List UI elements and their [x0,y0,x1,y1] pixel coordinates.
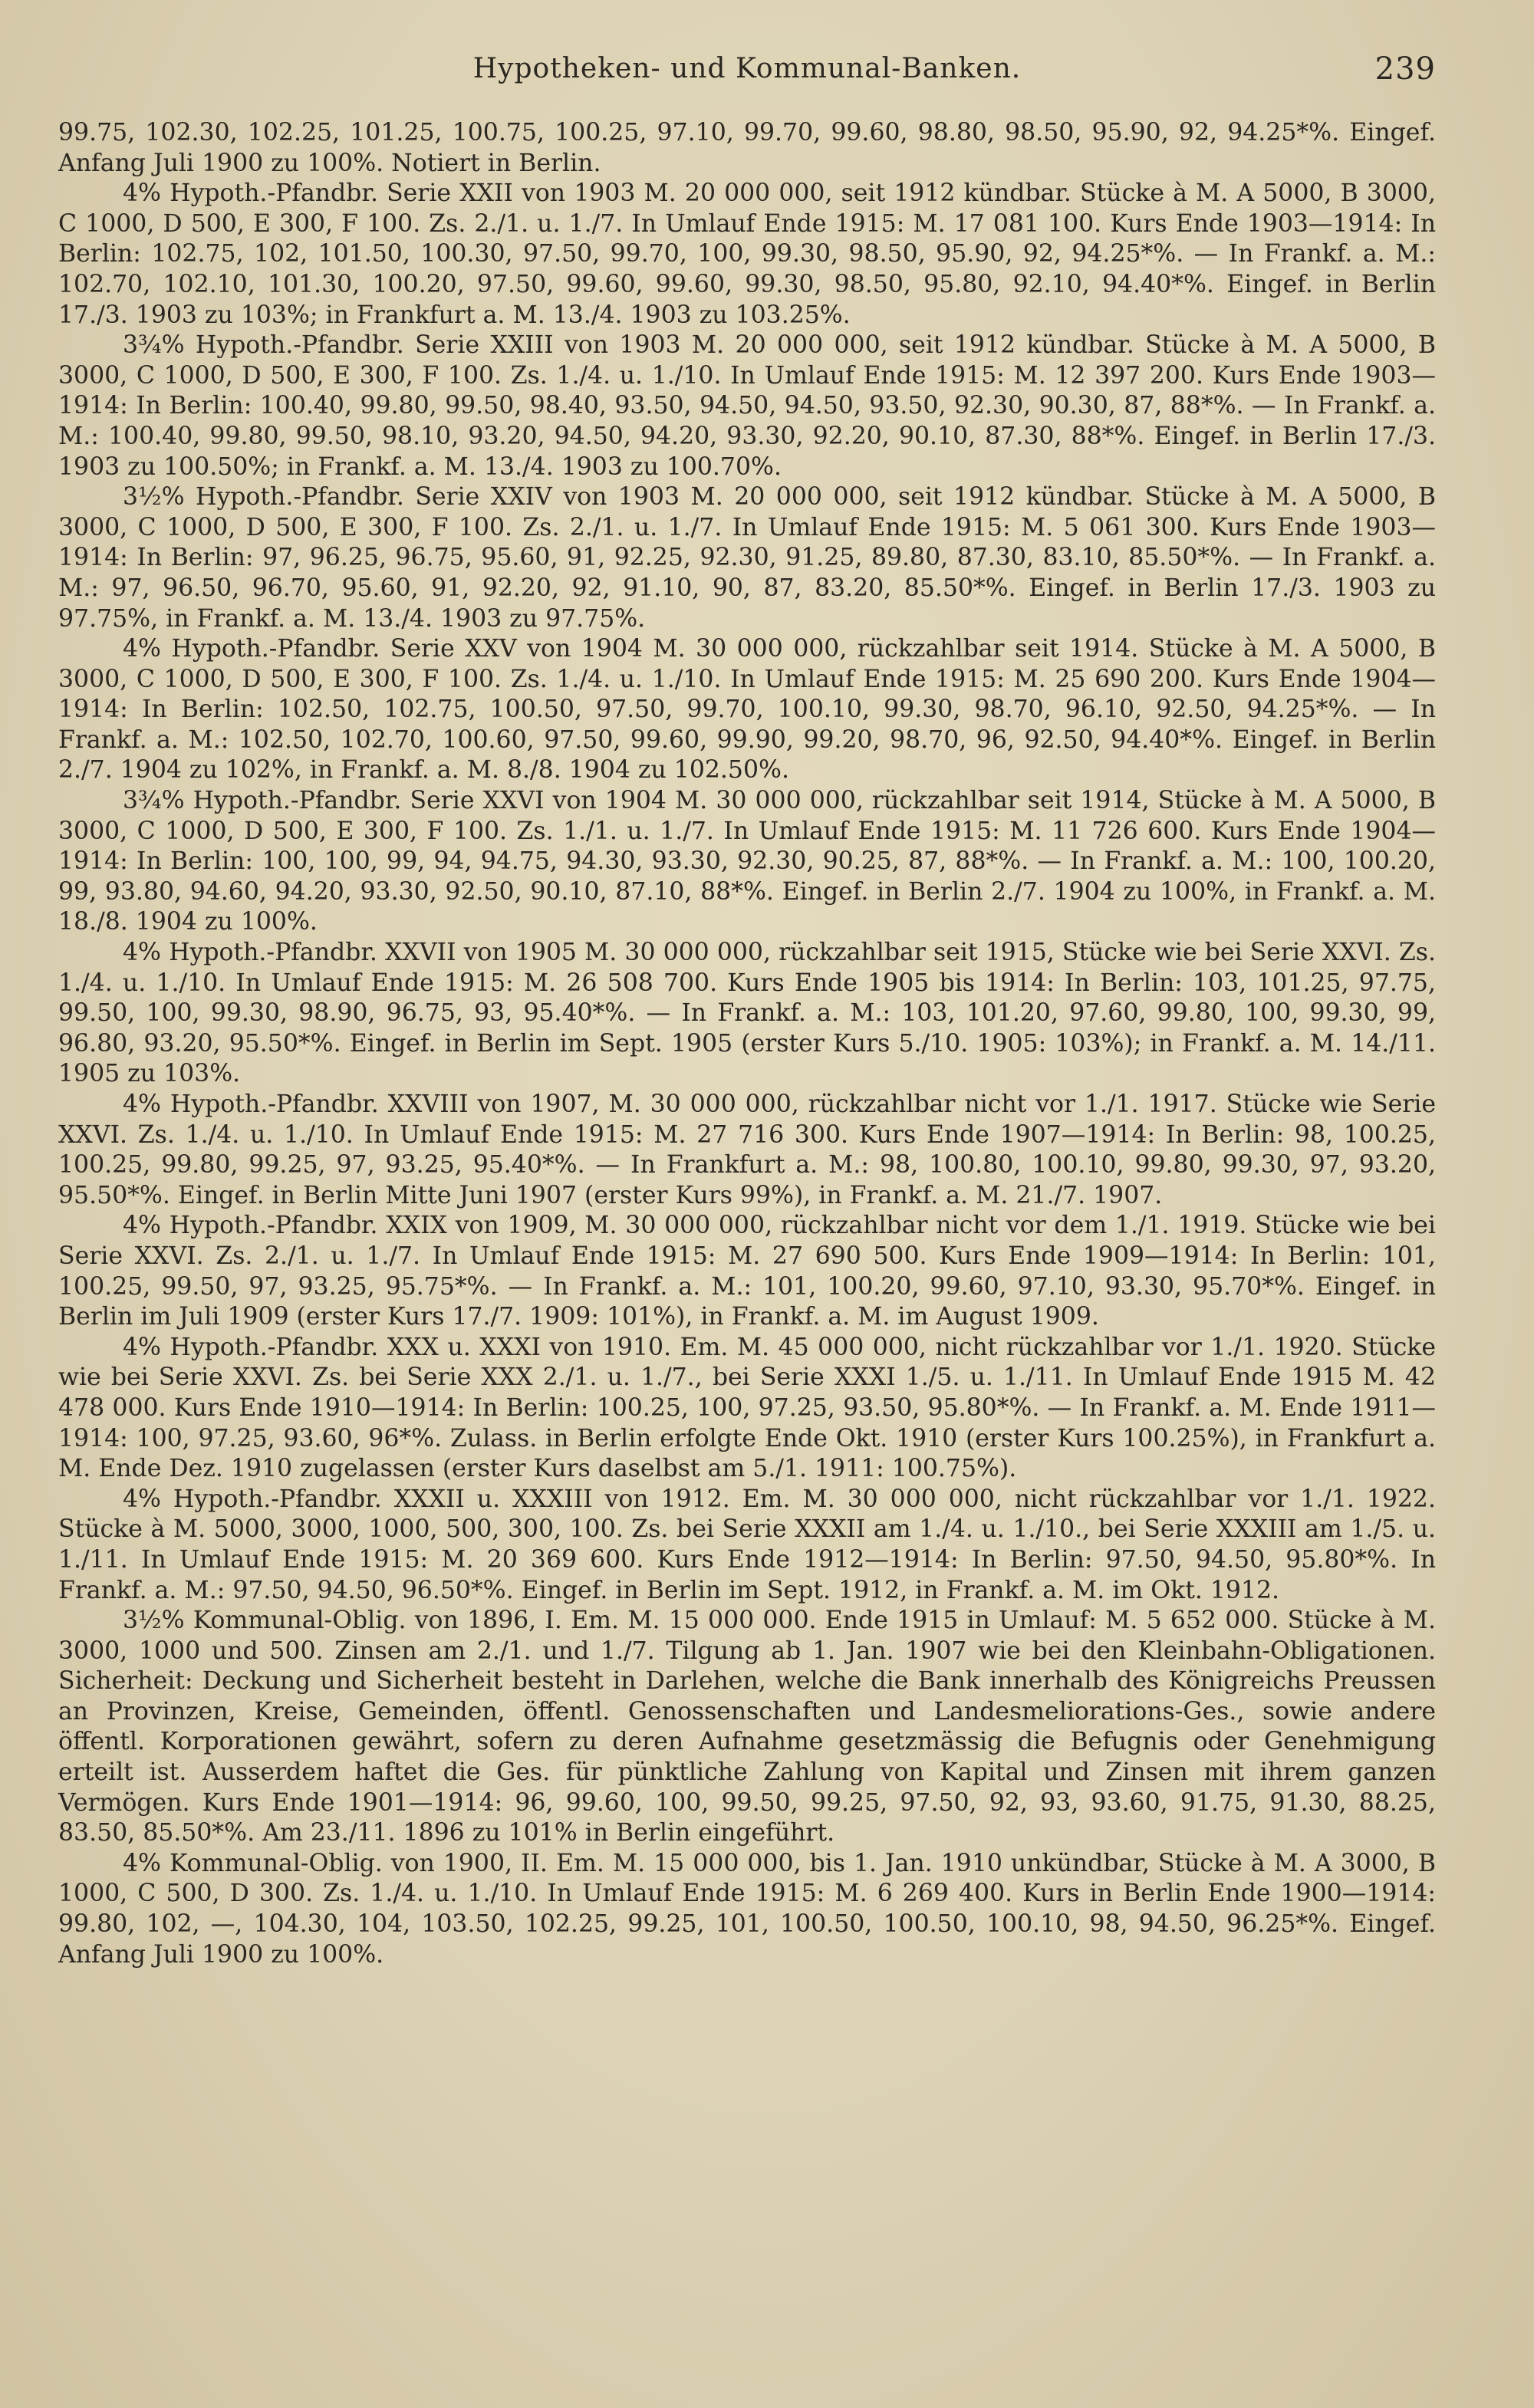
running-header [58,46,1436,92]
bond-entry-paragraph: 4% Hypoth.-Pfandbr. Serie XXII von 1903 M. 20 000 000, seit 1912 kündbar. Stücke à M. A 5000, B 3000, C 1000, D 500, E 300, F 100. Zs. 2./1. u. 1./7. In Umlauf Ende 1915: M. 17 081 100. Kurs Ende 1903—1914: In Berlin: 102.75, 102, 101.50, 100.30, 97.50, 99.70, 100, 99.30, 98.50, 95.90, 92, 94.25*%. — In Frankf. a. M.: 102.70, 102.10, 101.30, 100.20, 97.50, 99.60, 99.60, 99.30, 98.50, 95.80, 92.10, 94.40*%. Eingef. in Berlin 17./3. 1903 zu 103%; in Frankfurt a. M. 13./4. 1903 zu 103.25%. [58,179,1436,329]
bond-entry-paragraph: 3¾% Hypoth.-Pfandbr. Serie XXVI von 1904 M. 30 000 000, rückzahlbar seit 1914, Stücke à M. A 5000, B 3000, C 1000, D 500, E 300, F 100. Zs. 1./1. u. 1./7. In Umlauf Ende 1915: M. 11 726 600. Kurs Ende 1904—1914: In Berlin: 100, 100, 99, 94, 94.75, 94.30, 93.30, 92.30, 90.25, 87, 88*%. — In Frankf. a. M.: 100, 100.20, 99, 93.80, 94.60, 94.20, 93.30, 92.50, 90.10, 87.10, 88*%. Eingef. in Berlin 2./7. 1904 zu 100%, in Frankf. a. M. 18./8. 1904 zu 100%. [58,787,1436,936]
body-text [58,118,1436,1970]
bond-entry-paragraph: 3¾% Hypoth.-Pfandbr. Serie XXIII von 1903 M. 20 000 000, seit 1912 kündbar. Stücke à M. A 5000, B 3000, C 1000, D 500, E 300, F 100. Zs. 1./4. u. 1./10. In Umlauf Ende 1915: M. 12 397 200. Kurs Ende 1903—1914: In Berlin: 100.40, 99.80, 99.50, 98.40, 93.50, 94.50, 94.50, 93.50, 92.30, 90.30, 87, 88*%. — In Frankf. a. M.: 100.40, 99.80, 99.50, 98.10, 93.20, 94.50, 94.20, 93.30, 92.20, 90.10, 87.30, 88*%. Eingef. in Berlin 17./3. 1903 zu 100.50%; in Frankf. a. M. 13./4. 1903 zu 100.70%. [58,331,1436,481]
bond-entry-paragraph: 3½% Hypoth.-Pfandbr. Serie XXIV von 1903 M. 20 000 000, seit 1912 kündbar. Stücke à M. A 5000, B 3000, C 1000, D 500, E 300, F 100. Zs. 2./1. u. 1./7. In Umlauf Ende 1915: M. 5 061 300. Kurs Ende 1903—1914: In Berlin: 97, 96.25, 96.75, 95.60, 91, 92.25, 92.30, 91.25, 89.80, 87.30, 83.10, 85.50*%. — In Frankf. a. M.: 97, 96.50, 96.70, 95.60, 91, 92.20, 92, 91.10, 90, 87, 83.20, 85.50*%. Eingef. in Berlin 17./3. 1903 zu 97.75%, in Frankf. a. M. 13./4. 1903 zu 97.75%. [58,483,1436,633]
bond-entry-paragraph: 4% Hypoth.-Pfandbr. XXXII u. XXXIII von 1912. Em. M. 30 000 000, nicht rückzahlbar vor 1./1. 1922. Stücke à M. 5000, 3000, 1000, 500, 300, 100. Zs. bei Serie XXXII am 1./4. u. 1./10., bei Serie XXXIII am 1./5. u. 1./11. In Umlauf Ende 1915: M. 20 369 600. Kurs Ende 1912—1914: In Berlin: 97.50, 94.50, 95.80*%. In Frankf. a. M.: 97.50, 94.50, 96.50*%. Eingef. in Berlin im Sept. 1912, in Frankf. a. M. im Okt. 1912. [58,1485,1436,1604]
header-title: Hypotheken- und Kommunal-Banken. [472,53,1022,84]
continuation-paragraph: 99.75, 102.30, 102.25, 101.25, 100.75, 100.25, 97.10, 99.70, 99.60, 98.80, 98.50, 95.90, 92, 94.25*%. Eingef. Anfang Juli 1900 zu 100%. Notiert in Berlin. [58,119,1436,177]
bond-entry-paragraph: 3½% Kommunal-Oblig. von 1896, I. Em. M. 15 000 000. Ende 1915 in Umlauf: M. 5 652 000. Stücke à M. 3000, 1000 und 500. Zinsen am 2./1. und 1./7. Tilgung ab 1. Jan. 1907 wie bei den Kleinbahn-Obligationen. Sicherheit: Deckung und Sicherheit besteht in Darlehen, welche die Bank innerhalb des Königreichs Preussen an Provinzen, Kreise, Gemeinden, öffentl. Genossenschaften und Landesmeliorations-Ges., sowie andere öffentl. Korporationen gewährt, sofern zu deren Aufnahme gesetzmässig die Befugnis oder Genehmigung erteilt ist. Ausserdem haftet die Ges. für pünktliche Zahlung von Kapital und Zinsen mit ihrem ganzen Vermögen. Kurs Ende 1901—1914: 96, 99.60, 100, 99.50, 99.25, 97.50, 92, 93, 93.60, 91.75, 91.30, 88.25, 83.50, 85.50*%. Am 23./11. 1896 zu 101% in Berlin eingeführt. [58,1607,1436,1847]
bond-entry-paragraph: 4% Hypoth.-Pfandbr. Serie XXV von 1904 M. 30 000 000, rückzahlbar seit 1914. Stücke à M. A 5000, B 3000, C 1000, D 500, E 300, F 100. Zs. 1./4. u. 1./10. In Umlauf Ende 1915: M. 25 690 200. Kurs Ende 1904—1914: In Berlin: 102.50, 102.75, 100.50, 97.50, 99.70, 100.10, 99.30, 98.70, 96.10, 92.50, 94.25*%. — In Frankf. a. M.: 102.50, 102.70, 100.60, 97.50, 99.60, 99.90, 99.20, 98.70, 96, 92.50, 94.40*%. Eingef. in Berlin 2./7. 1904 zu 102%, in Frankf. a. M. 8./8. 1904 zu 102.50%. [58,635,1436,785]
bond-entry-paragraph: 4% Hypoth.-Pfandbr. XXVIII von 1907, M. 30 000 000, rückzahlbar nicht vor 1./1. 1917. Stücke wie Serie XXVI. Zs. 1./4. u. 1./10. In Umlauf Ende 1915: M. 27 716 300. Kurs Ende 1907—1914: In Berlin: 98, 100.25, 100.25, 99.80, 99.25, 97, 93.25, 95.40*%. — In Frankfurt a. M.: 98, 100.80, 100.10, 99.80, 99.30, 97, 93.20, 95.50*%. Eingef. in Berlin Mitte Juni 1907 (erster Kurs 99%), in Frankf. a. M. 21./7. 1907. [58,1091,1436,1209]
bond-entry-paragraph: 4% Hypoth.-Pfandbr. XXIX von 1909, M. 30 000 000, rückzahlbar nicht vor dem 1./1. 1919. Stücke wie bei Serie XXVI. Zs. 2./1. u. 1./7. In Umlauf Ende 1915: M. 27 690 500. Kurs Ende 1909—1914: In Berlin: 101, 100.25, 99.50, 97, 93.25, 95.75*%. — In Frankf. a. M.: 101, 100.20, 99.60, 97.10, 93.30, 95.70*%. Eingef. in Berlin im Juli 1909 (erster Kurs 17./7. 1909: 101%), in Frankf. a. M. im August 1909. [58,1212,1436,1331]
bond-entry-paragraph: 4% Hypoth.-Pfandbr. XXVII von 1905 M. 30 000 000, rückzahlbar seit 1915, Stücke wie bei Serie XXVI. Zs. 1./4. u. 1./10. In Umlauf Ende 1915: M. 26 508 700. Kurs Ende 1905 bis 1914: In Berlin: 103, 101.25, 97.75, 99.50, 100, 99.30, 98.90, 96.75, 93, 95.40*%. — In Frankf. a. M.: 103, 101.20, 97.60, 99.80, 100, 99.30, 99, 96.80, 93.20, 95.50*%. Eingef. in Berlin im Sept. 1905 (erster Kurs 5./10. 1905: 103%); in Frankf. a. M. 14./11. 1905 zu 103%. [58,939,1436,1088]
page-number: 239 [1374,51,1436,87]
bond-entry-paragraph: 4% Kommunal-Oblig. von 1900, II. Em. M. 15 000 000, bis 1. Jan. 1910 unkündbar, Stücke à M. A 3000, B 1000, C 500, D 300. Zs. 1./4. u. 1./10. In Umlauf Ende 1915: M. 6 269 400. Kurs in Berlin Ende 1900—1914: 99.80, 102, —, 104.30, 104, 103.50, 102.25, 99.25, 101, 100.50, 100.50, 100.10, 98, 94.50, 96.25*%. Eingef. Anfang Juli 1900 zu 100%. [58,1849,1436,1969]
bond-entry-paragraph: 4% Hypoth.-Pfandbr. XXX u. XXXI von 1910. Em. M. 45 000 000, nicht rückzahlbar vor 1./1. 1920. Stücke wie bei Serie XXVI. Zs. bei Serie XXX 2./1. u. 1./7., bei Serie XXXI 1./5. u. 1./11. In Umlauf Ende 1915 M. 42 478 000. Kurs Ende 1910—1914: In Berlin: 100.25, 100, 97.25, 93.50, 95.80*%. — In Frankf. a. M. Ende 1911—1914: 100, 97.25, 93.60, 96*%. Zulass. in Berlin erfolgte Ende Okt. 1910 (erster Kurs 100.25%), in Frankfurt a. M. Ende Dez. 1910 zugelassen (erster Kurs daselbst am 5./1. 1911: 100.75%). [58,1333,1436,1483]
